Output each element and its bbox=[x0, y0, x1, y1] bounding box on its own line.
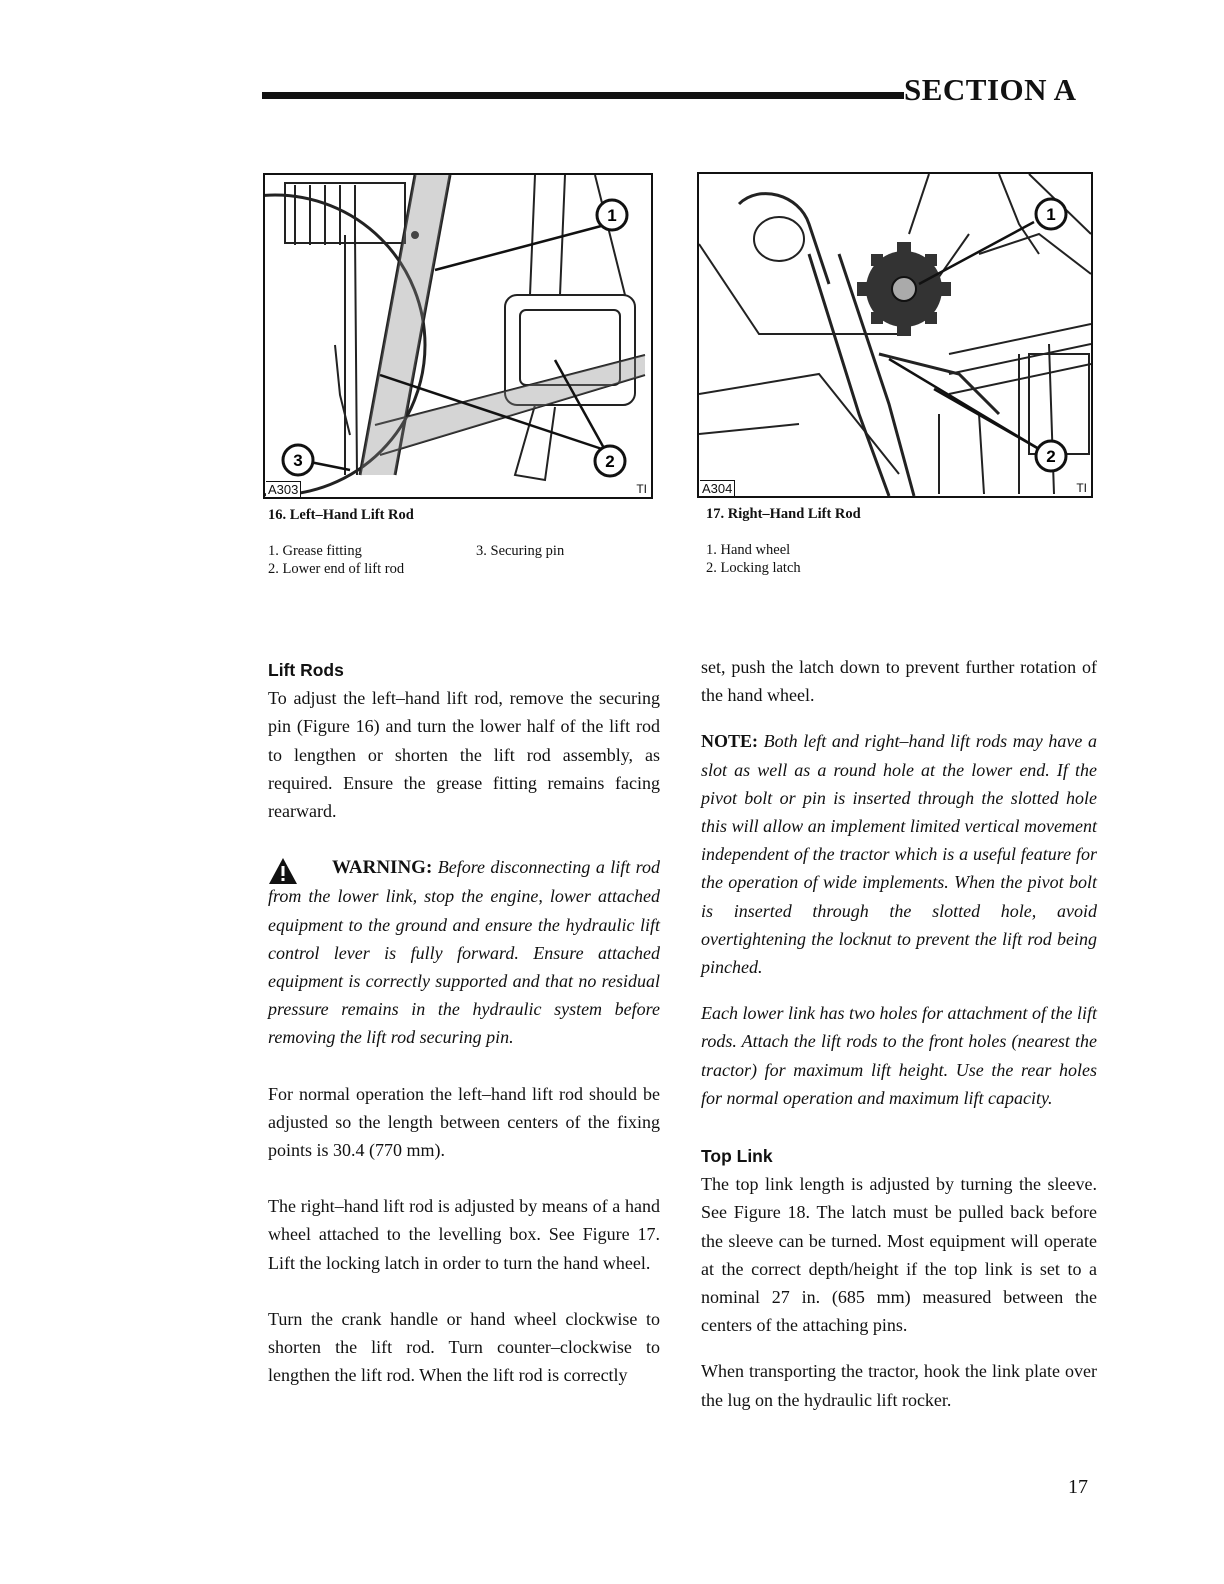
figure-17-caption: 17. Right–Hand Lift Rod bbox=[706, 506, 861, 522]
callout-2-label: 2 bbox=[1046, 447, 1056, 466]
page-number: 17 bbox=[1068, 1476, 1088, 1498]
figure-16-legend bbox=[268, 542, 404, 578]
paragraph: Each lower link has two holes for attachment of the lift rods. Attach the lift rods to the front holes (nearest the tractor) for maximum lift height. Use the rear holes for normal operation and maximum lift capacity. bbox=[701, 1003, 1097, 1108]
figure-mark: TI bbox=[1076, 481, 1087, 495]
callout-2-label: 2 bbox=[605, 452, 615, 471]
callout-1-label: 1 bbox=[607, 206, 617, 225]
legend-item: 2. Lower end of lift rod bbox=[268, 561, 405, 577]
figure-17-illustration bbox=[697, 172, 1093, 498]
figure-17-legend bbox=[706, 541, 801, 577]
paragraph: For normal operation the left–hand lift rod should be adjusted so the length between centers of the fixing points is 30.4 (770 mm). bbox=[268, 1083, 660, 1161]
figure-16-legend-col2 bbox=[476, 542, 564, 560]
warning-label: WARNING: bbox=[332, 857, 433, 879]
section-heading-top-link: Top Link bbox=[701, 1146, 773, 1167]
paragraph: The top link length is adjusted by turning the sleeve. See Figure 18. The latch must be pulled back before the sleeve can be turned. Most equipment will operate at the correct depth/height if the top link is set to a nominal 27 in. (685 mm) measured between the centers of the attaching pins. bbox=[701, 1174, 1097, 1336]
legend-item: 2. Locking latch bbox=[706, 560, 801, 576]
paragraph: Turn the crank handle or hand wheel clockwise to shorten the lift rod. Turn counter–clockwise to lengthen the lift rod. When the lift rod is correctly bbox=[268, 1308, 660, 1386]
legend-item: 1. Hand wheel bbox=[706, 542, 791, 558]
hand-wheel-shape bbox=[857, 242, 951, 336]
figure-code: A303 bbox=[266, 481, 301, 497]
note-paragraph bbox=[701, 727, 1097, 981]
section-heading-lift-rods: Lift Rods bbox=[268, 660, 344, 680]
right-lift-rod-drawing bbox=[699, 174, 1091, 496]
figure-16-caption: 16. Left–Hand Lift Rod bbox=[268, 507, 414, 523]
right-column bbox=[701, 653, 1097, 1414]
header-rule bbox=[262, 92, 904, 99]
legend-item: 1. Grease fitting bbox=[268, 543, 362, 559]
figure-16-illustration bbox=[263, 173, 653, 499]
paragraph: To adjust the left–hand lift rod, remove the securing pin (Figure 16) and turn the lower half of the lift rod to lengthen or shorten the lift rod assembly, as required. Ensure the grease fitting remains facing rearward. bbox=[268, 688, 660, 822]
left-lift-rod-drawing bbox=[265, 175, 651, 497]
note-text: Both left and right–hand lift rods may have a slot as well as a round hole at the lower end. If the pivot bolt or pin is inserted through the slotted hole this will allow an implement limited vertical movement independent of the tractor which is a useful feature for the operation of wide implements. When the pivot bolt is inserted through the slotted hole, avoid overtightening the locknut to prevent the lift rod being pinched. bbox=[701, 731, 1098, 978]
warning-text: Before disconnecting a lift rod from the lower link, stop the engine, lower attached equipment to the ground and ensure the hydraulic lift control lever is fully forward. Ensure attached equipment is correctly supported and that no residual pressure remains in the hydraulic system before removing the lift rod securing pin. bbox=[268, 857, 660, 1048]
callout-1-label: 1 bbox=[1046, 205, 1056, 224]
legend-item: 3. Securing pin bbox=[476, 543, 565, 559]
warning-triangle-icon bbox=[268, 857, 298, 885]
paragraph: The right–hand lift rod is adjusted by means of a hand wheel attached to the levelling box. See Figure 17. Lift the locking latch in order to turn the hand wheel. bbox=[268, 1196, 660, 1273]
paragraph: set, push the latch down to prevent further rotation of the hand wheel. bbox=[701, 657, 1097, 706]
callout-3-label: 3 bbox=[293, 451, 303, 470]
section-title: SECTION A bbox=[904, 72, 1077, 107]
warning-block bbox=[268, 853, 660, 1051]
note-label: NOTE: bbox=[701, 731, 759, 752]
figure-mark: TI bbox=[636, 482, 647, 496]
left-column bbox=[268, 656, 660, 1389]
warning-paragraph bbox=[268, 853, 660, 1051]
paragraph: When transporting the tractor, hook the link plate over the lug on the hydraulic lift rocker. bbox=[701, 1361, 1097, 1410]
figure-code: A304 bbox=[700, 480, 735, 496]
